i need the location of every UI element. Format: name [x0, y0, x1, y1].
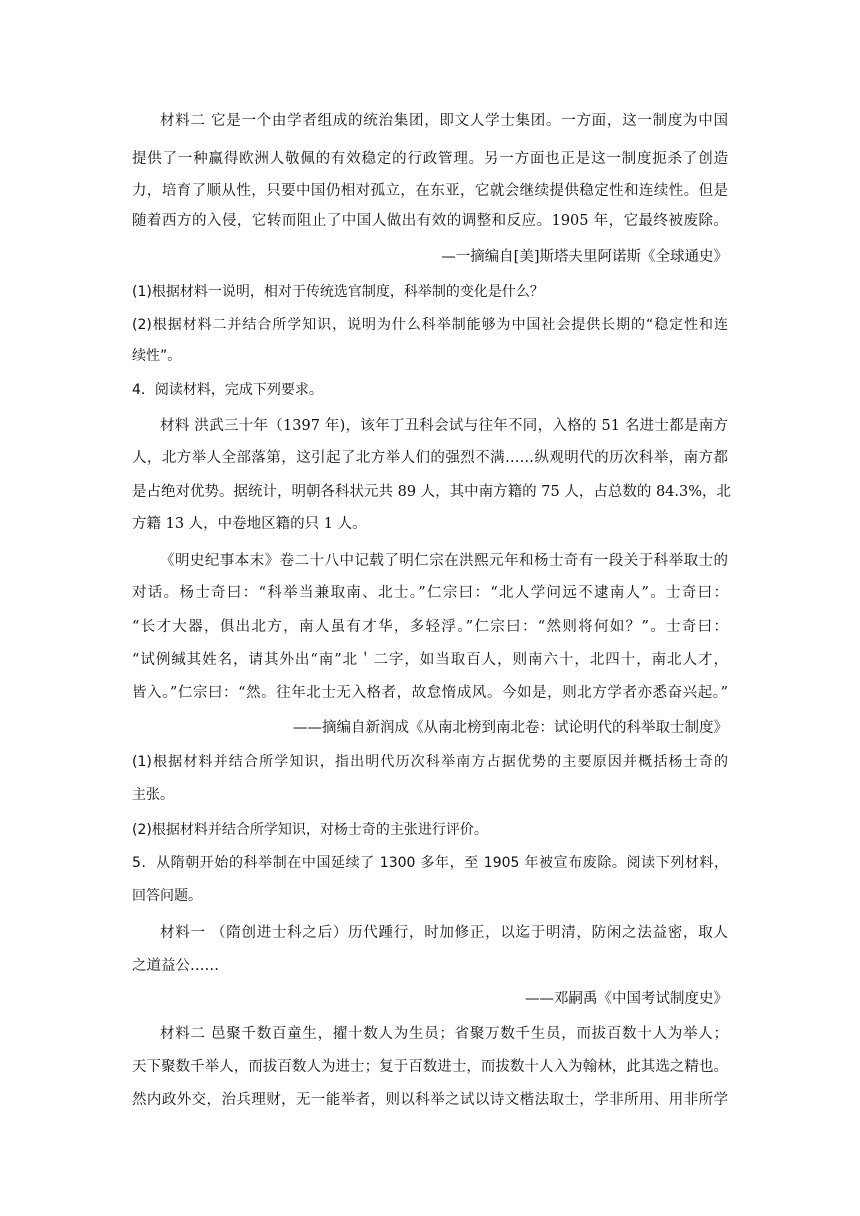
source-citation: —一摘编自[美]斯塔夫里阿诺斯《全球通史》 [441, 249, 728, 265]
question-2-line-1: (2)根据材料二并结合所学知识，说明为什么科举制能够为中国社会提供长期的“稳定性和连 [132, 317, 728, 333]
question-5-line-1: 5．从隋朝开始的科举制在中国延续了 1300 多年，至 1905 年被宣布废除。阅读下列材料， [132, 855, 728, 871]
question-4-2: (2)根据材料并结合所学知识，对杨士奇的主张进行评价。 [132, 822, 488, 838]
dialogue-line-1: 《明史纪事本末》卷二十八中记载了明仁宗在洪熙元年和杨士奇有一段关于科举取士的 [160, 553, 728, 569]
material-one-line-2: 之道益公…… [132, 958, 219, 974]
material-two-b-line-1: 材料二 邑聚千数百童生，擢十数人为生员；省聚万数千生员，而拔百数十人为举人； [160, 1026, 728, 1042]
material-two-line-2: 提供了一种赢得欧洲人敬佩的有效稳定的行政管理。另一方面也正是这一制度扼杀了创造 [132, 151, 728, 167]
material-line-3: 是占绝对优势。据统计，明朝各科状元共 89 人，其中南方籍的 75 人，占总数的 84.3%，北 [132, 484, 732, 500]
material-one-line-1: 材料一 （隋创进士科之后）历代踵行，时加修正，以迄于明清，防闲之法益密，取人 [160, 925, 728, 941]
material-two-line-4: 随着西方的入侵，它转而阻止了中国人做出有效的调整和反应。1905 年，它最终被废除。 [132, 213, 728, 229]
material-two-line-1: 材料二 它是一个由学者组成的统治集团，即文人学士集团。一方面，这一制度为中国 [160, 113, 728, 129]
material-two-b-line-2: 天下聚数千举人，而拔百数人为进士；复于百数进士，而拔数十人入为翰林，此其选之精也。 [132, 1059, 728, 1075]
dialogue-line-3: “长才大器，俱出北方，南人虽有才华，多轻浮。”仁宗曰：“然则将何如？”。士奇曰： [132, 619, 728, 635]
material-line-1: 材料 洪武三十年（1397 年)，该年丁丑科会试与往年不同，入格的 51 名进士都是南方 [160, 418, 728, 434]
question-2-line-2: 续性”。 [132, 348, 182, 364]
material-line-2: 人，北方举人全部落第，这引起了北方举人们的强烈不满……纵观明代的历次科举，南方都 [132, 450, 728, 466]
question-1: (1)根据材料一说明，相对于传统选官制度，科举制的变化是什么？ [132, 284, 544, 300]
dialogue-line-5: 皆入。”仁宗曰：“然。往年北士无入格者，故怠惰成风。今如是，则北方学者亦悉奋兴起。” [132, 685, 728, 701]
source-citation-2: ——摘编自新润成《从南北榜到南北卷：试论明代的科举取士制度》 [293, 720, 728, 736]
question-4-1-line-2: 主张。 [132, 787, 174, 803]
dialogue-line-2: 对话。杨士奇曰：“科举当兼取南、北士。”仁宗曰：“北人学问远不逮南人”。士奇曰： [132, 585, 728, 601]
question-4-1-line-1: (1)根据材料并结合所学知识，指出明代历次科举南方占据优势的主要原因并概括杨士奇的 [132, 754, 728, 770]
question-4-heading: 4．阅读材料，完成下列要求。 [132, 382, 323, 398]
dialogue-line-4: “试例缄其姓名，请其外出“南”北＇二字，如当取百人，则南六十，北四十，南北人才， [132, 652, 728, 668]
source-citation-3: ——邓嗣禹《中国考试制度史》 [525, 991, 728, 1007]
material-two-line-3: 力，培育了顺从性，只要中国仍相对孤立，在东亚，它就会继续提供稳定性和连续性。但是 [132, 183, 728, 199]
question-5-line-2: 回答问题。 [132, 888, 202, 904]
material-line-4: 方籍 13 人，中卷地区籍的只 1 人。 [132, 516, 367, 532]
material-two-b-line-3: 然内政外交，治兵理财，无一能举者，则以科举之试以诗文楷法取士，学非所用、用非所学 [132, 1092, 728, 1108]
